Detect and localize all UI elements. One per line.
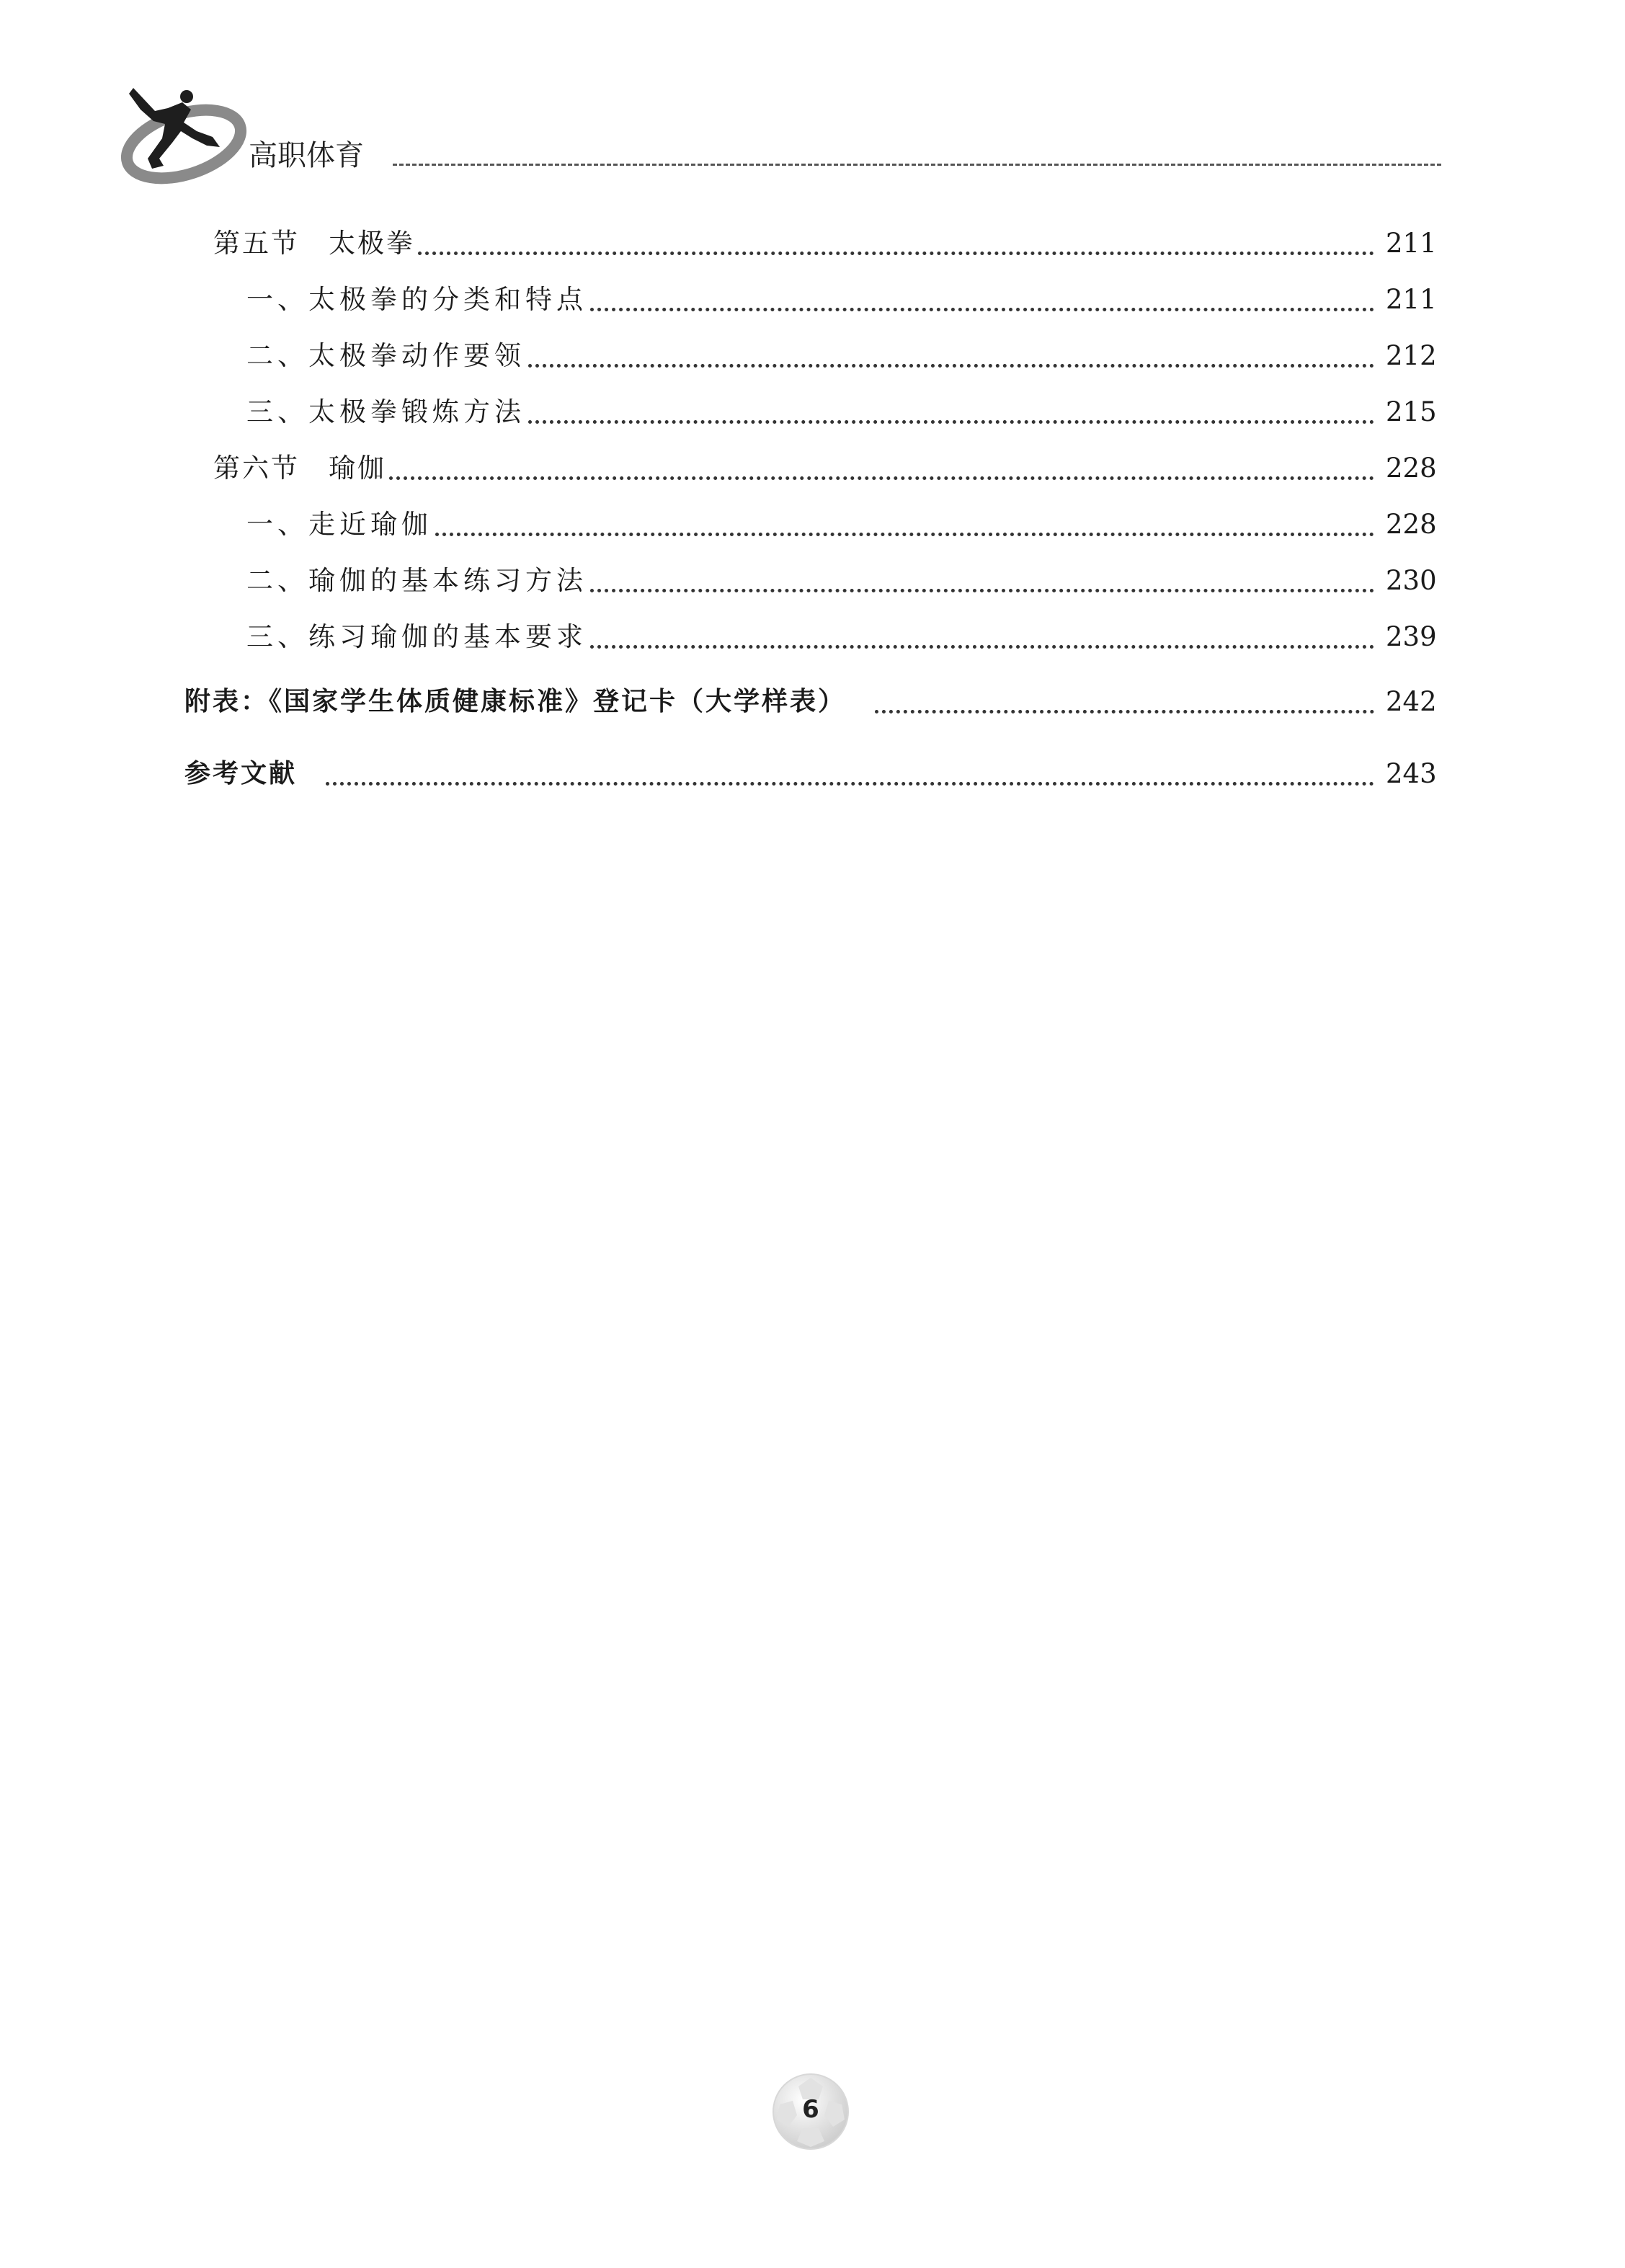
toc-leader <box>418 222 1374 265</box>
book-title: 高职体育 <box>249 139 364 172</box>
toc-page: 212 <box>1386 340 1437 371</box>
toc-row[interactable] <box>184 680 1436 724</box>
toc-label: 第六节 瑜伽 <box>213 453 386 484</box>
toc-leader <box>389 447 1374 490</box>
toc-leader <box>590 615 1374 659</box>
toc-page: 228 <box>1386 509 1437 540</box>
toc-row[interactable] <box>184 752 1436 796</box>
toc-label: 二、太极拳动作要领 <box>246 340 525 371</box>
toc-leader <box>528 391 1374 434</box>
toc-label: 三、太极拳锻炼方法 <box>246 396 525 427</box>
toc-leader <box>326 752 1374 796</box>
toc-leader <box>875 680 1374 724</box>
toc-leader <box>528 334 1374 378</box>
toc-label: 二、瑜伽的基本练习方法 <box>246 565 587 596</box>
toc-label: 第五节 太极拳 <box>213 228 415 259</box>
toc-row[interactable] <box>213 447 1436 490</box>
toc-row[interactable] <box>246 559 1436 602</box>
toc-row[interactable] <box>246 615 1436 659</box>
toc-page: 242 <box>1386 686 1437 717</box>
toc-row[interactable] <box>246 391 1436 434</box>
toc-page: 230 <box>1386 565 1437 596</box>
toc-leader <box>435 503 1374 546</box>
toc-label: 附表：《国家学生体质健康标准》登记卡（大学样表） <box>184 687 847 716</box>
toc-leader <box>590 278 1374 321</box>
toc-leader <box>590 559 1374 602</box>
toc-label: 一、太极拳的分类和特点 <box>246 284 587 315</box>
toc-page: 228 <box>1386 453 1437 484</box>
toc-label: 三、练习瑜伽的基本要求 <box>246 621 587 652</box>
toc-row[interactable] <box>213 222 1436 265</box>
toc-label: 一、走近瑜伽 <box>246 509 432 540</box>
toc-label: 参考文献 <box>184 759 298 788</box>
toc-page: 239 <box>1386 621 1437 652</box>
toc-row[interactable] <box>246 334 1436 378</box>
toc-page: 211 <box>1386 228 1437 259</box>
toc-page: 211 <box>1386 284 1437 315</box>
toc-page: 215 <box>1386 396 1437 427</box>
toc-page: 243 <box>1386 758 1437 789</box>
toc-row[interactable] <box>246 278 1436 321</box>
toc-row[interactable] <box>246 503 1436 546</box>
page-number: 6 <box>802 2095 819 2124</box>
